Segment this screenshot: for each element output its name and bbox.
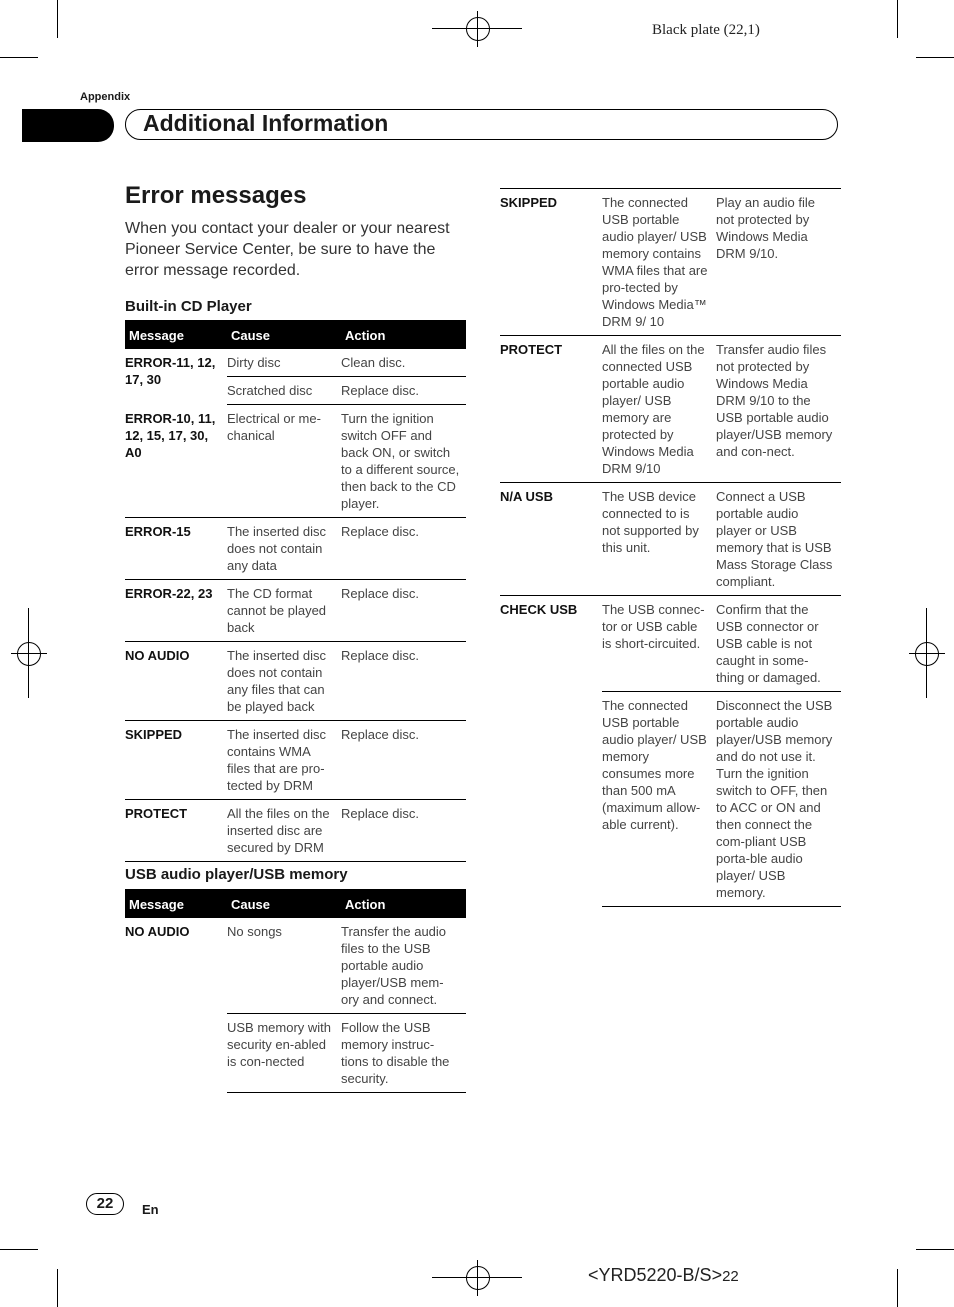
model-code-text: <YRD5220-B/S>	[588, 1265, 723, 1285]
error-message-cell: ERROR-10, 11, 12, 15, 17, 30, A0	[125, 405, 227, 518]
crop-mark	[57, 1269, 58, 1307]
header-cause: Cause	[227, 889, 341, 918]
header-cause: Cause	[227, 320, 341, 349]
action-cell: Transfer audio files not protected by Windows Media DRM 9/10 to the USB portable audio player/USB memory and con-nect.	[716, 336, 841, 483]
table-row	[500, 336, 841, 483]
crop-mark	[0, 1249, 38, 1250]
table-row	[125, 800, 466, 862]
action-cell: Replace disc.	[341, 721, 466, 800]
section-title: Additional Information	[143, 110, 389, 136]
cause-cell: The CD format cannot be played back	[227, 580, 341, 642]
crop-mark	[897, 0, 898, 38]
header-action: Action	[341, 889, 466, 918]
table-row	[125, 721, 466, 800]
action-cell: Transfer the audio files to the USB portable audio player/USB mem-ory and connect.	[341, 924, 447, 1007]
cause-cell: Dirty disc	[227, 355, 281, 370]
header-message: Message	[125, 320, 227, 349]
usb-table-title: USB audio player/USB memory	[125, 866, 348, 883]
error-message-cell: CHECK USB	[500, 602, 578, 617]
cause-cell: The inserted disc does not contain any files that can be played back	[227, 642, 341, 721]
model-code-page: 22	[722, 1268, 739, 1285]
model-code	[588, 1265, 739, 1286]
header-message: Message	[125, 889, 227, 918]
error-message-cell: SKIPPED	[500, 189, 602, 336]
table-row	[500, 483, 841, 596]
action-cell: Play an audio file not protected by Windows Media DRM 9/10.	[716, 189, 841, 336]
action-cell: Replace disc.	[341, 580, 466, 642]
cd-error-table	[125, 320, 466, 862]
error-message-cell: N/A USB	[500, 483, 602, 596]
crop-mark	[916, 57, 954, 58]
cause-cell: Scratched disc	[227, 377, 341, 405]
error-message-cell: PROTECT	[500, 336, 602, 483]
action-cell: Clean disc.	[341, 355, 406, 370]
cause-cell: The inserted disc does not contain any data	[227, 518, 341, 580]
table-row	[500, 189, 841, 336]
appendix-label: Appendix	[80, 91, 131, 103]
crop-mark	[916, 1249, 954, 1250]
table-row	[125, 580, 466, 642]
action-cell: Connect a USB portable audio player or USB memory that is USB Mass Storage Class compliant.	[716, 483, 841, 596]
action-cell: Confirm that the USB connector or USB cable is not caught in some-thing or damaged.	[716, 602, 821, 685]
action-cell: Replace disc.	[341, 518, 466, 580]
table-row	[125, 642, 466, 721]
crop-mark	[0, 57, 38, 58]
error-message-cell: ERROR-15	[125, 518, 227, 580]
action-cell: Replace disc.	[341, 800, 466, 862]
action-cell: Replace disc.	[341, 642, 466, 721]
cause-cell: Electrical or me-chanical	[227, 405, 341, 518]
cause-cell: The USB device connected to is not supported by this unit.	[602, 483, 716, 596]
header-action: Action	[341, 320, 466, 349]
crop-mark	[897, 1269, 898, 1307]
page-title: Error messages	[125, 182, 307, 209]
cause-cell: USB memory with security en-abled is con-nected	[227, 1014, 341, 1093]
action-cell: Replace disc.	[341, 377, 466, 405]
action-cell: Follow the USB memory instruc-tions to disable the security.	[341, 1014, 466, 1093]
error-message-cell: ERROR-11, 12, 17, 30	[125, 355, 216, 387]
cd-table-title: Built-in CD Player	[125, 298, 252, 315]
cause-cell: The USB connec-tor or USB cable is short-circuited.	[602, 602, 705, 651]
table-row	[125, 405, 466, 518]
cause-cell: The connected USB portable audio player/ USB memory consumes more than 500 mA (maximum allow-able current).	[602, 692, 716, 907]
error-message-cell: NO AUDIO	[125, 924, 190, 939]
section-tab	[22, 109, 114, 142]
table-row	[125, 518, 466, 580]
registration-crosshair-icon	[466, 1266, 490, 1290]
crop-mark	[57, 0, 58, 38]
registration-crosshair-icon	[17, 642, 41, 666]
registration-crosshair-icon	[915, 642, 939, 666]
language-label: En	[142, 1202, 159, 1217]
table-row	[125, 349, 466, 377]
plate-label: Black plate (22,1)	[652, 22, 760, 38]
table-row	[500, 596, 841, 692]
action-cell: Disconnect the USB portable audio player/USB memory and do not use it. Turn the ignition switch to OFF, then to ACC or ON and then connect the com-pliant USB porta-ble audio player/ USB memory.	[716, 692, 841, 907]
error-message-cell: SKIPPED	[125, 721, 227, 800]
page-number: 22	[86, 1193, 124, 1215]
usb-error-table-continued	[500, 188, 841, 907]
cause-cell: All the files on the connected USB portable audio player/ USB memory are protected by Windows Media DRM 9/10	[602, 336, 716, 483]
error-message-cell: NO AUDIO	[125, 642, 227, 721]
cause-cell: The connected USB portable audio player/ USB memory contains WMA files that are pro-tected by Windows Media™ DRM 9/ 10	[602, 189, 716, 336]
registration-crosshair-icon	[466, 17, 490, 41]
cause-cell: No songs	[227, 924, 282, 939]
error-message-cell: PROTECT	[125, 800, 227, 862]
table-row	[125, 918, 466, 1014]
action-cell: Turn the ignition switch OFF and back ON, or switch to a different source, then back to the CD player.	[341, 405, 466, 518]
intro-paragraph: When you contact your dealer or your nearest Pioneer Service Center, be sure to have the error message recorded.	[125, 220, 450, 279]
error-message-cell: ERROR-22, 23	[125, 580, 227, 642]
cause-cell: All the files on the inserted disc are secured by DRM	[227, 800, 341, 862]
usb-error-table	[125, 889, 466, 1093]
cause-cell: The inserted disc contains WMA files that are pro-tected by DRM	[227, 721, 341, 800]
